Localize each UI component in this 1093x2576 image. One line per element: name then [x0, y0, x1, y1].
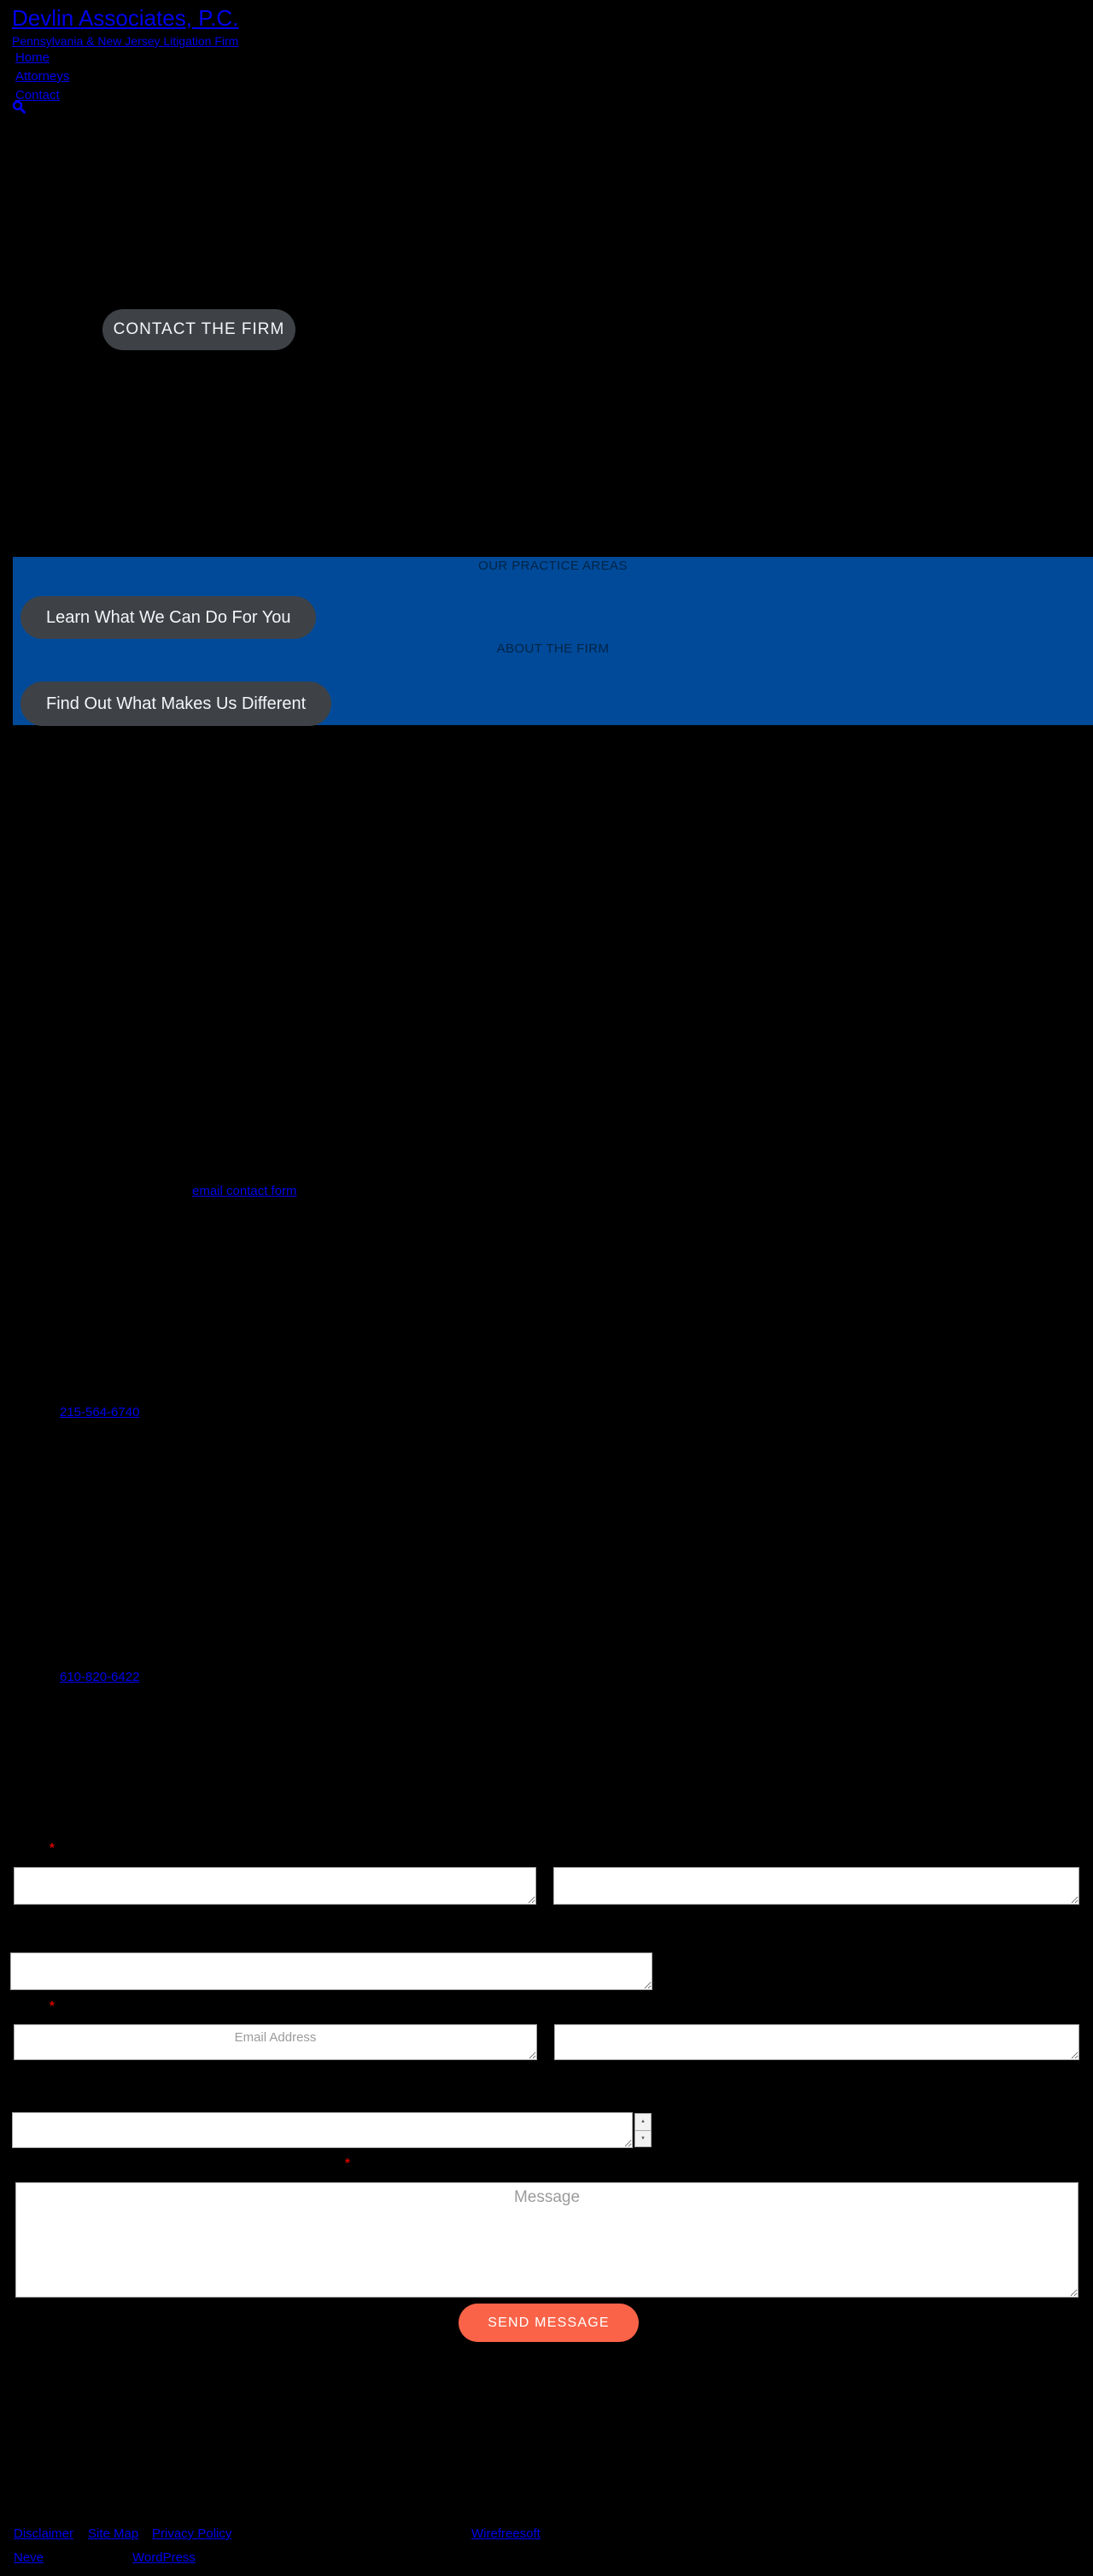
footer-link-neve[interactable]: Neve [14, 2550, 44, 2565]
footer-link-disclaimer[interactable]: Disclaimer [14, 2526, 74, 2541]
number-stepper [634, 2113, 652, 2147]
email-contact-form-link[interactable]: email contact form [192, 1184, 297, 1198]
form-field-wide[interactable] [10, 1952, 652, 1990]
nav-link-attorneys[interactable]: Attorneys [15, 69, 70, 84]
footer-link-sitemap[interactable]: Site Map [88, 2526, 139, 2541]
required-asterisk: * [345, 2156, 350, 2170]
form-field-last-name[interactable] [553, 1867, 1079, 1905]
stepper-down-button[interactable]: ▼ [634, 2131, 652, 2148]
nav-item [15, 69, 69, 85]
about-the-firm-heading: ABOUT THE FIRM [496, 641, 610, 656]
phone-link-610[interactable]: 610-820-6422 [60, 1670, 140, 1684]
search-toggle[interactable] [12, 100, 26, 114]
about-firm-button[interactable]: Find Out What Makes Us Different [20, 682, 331, 726]
footer-link-wordpress[interactable]: WordPress [132, 2550, 196, 2565]
nav-item [15, 50, 69, 66]
form-field-phone[interactable] [554, 2024, 1079, 2060]
stepper-up-button[interactable]: ▲ [634, 2113, 652, 2131]
site-title-link[interactable]: Devlin Associates, P.C. [12, 5, 239, 31]
nav-link-contact[interactable]: Contact [15, 88, 60, 102]
form-field-message[interactable] [15, 2182, 1078, 2298]
form-field-first-name[interactable] [14, 1867, 536, 1905]
practice-areas-heading: OUR PRACTICE AREAS [478, 559, 628, 573]
required-asterisk: * [50, 1999, 55, 2013]
form-field-short[interactable] [12, 2112, 633, 2148]
search-icon [12, 102, 26, 117]
footer-link-wirefreesoft[interactable]: Wirefreesoft [471, 2526, 541, 2541]
contact-the-firm-button[interactable]: CONTACT THE FIRM [102, 309, 295, 350]
send-message-button[interactable]: SEND MESSAGE [459, 2304, 639, 2342]
form-field-email[interactable] [14, 2024, 537, 2060]
site-tagline-link[interactable]: Pennsylvania & New Jersey Litigation Firm [12, 34, 239, 48]
main-nav [15, 50, 69, 107]
features-band [13, 557, 1093, 725]
nav-link-home[interactable]: Home [15, 50, 50, 65]
footer-link-privacy-policy[interactable]: Privacy Policy [152, 2526, 232, 2541]
practice-areas-button[interactable]: Learn What We Can Do For You [20, 596, 316, 639]
required-asterisk: * [50, 1841, 55, 1855]
phone-link-215[interactable]: 215-564-6740 [60, 1405, 140, 1420]
